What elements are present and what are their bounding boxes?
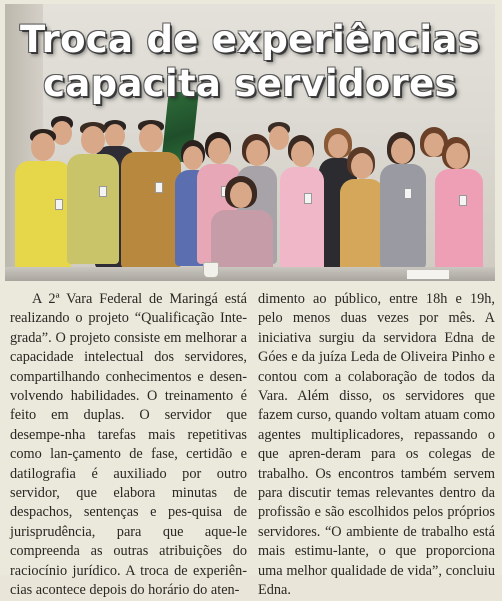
article-text: A 2ª Vara Federal de Maringá está realizando o projeto “Qualificação Inte-grada”. O projeto consiste em melhorar a capacidade intelectual dos servidores, compartilhando conhecimentos e desen-volvendo habilidades. O treinamento é feito em duplas. O servidor que desempe-nha tarefas mais repetitivas como lan-çamento de fase, certidão e datilografia é auxiliado por outro servidor, que elabora minutas de despachos, sentenças e pes-quisa de jurisprudência, para que aque-le compreenda as outras atribuições do raciocínio jurídico. A troca de experiên-cias acontece depois do horário do aten- xyxy=(10,291,247,599)
headline xyxy=(5,18,495,106)
name-card xyxy=(407,270,449,279)
cup xyxy=(203,262,219,278)
article-column-2 xyxy=(258,290,495,601)
article-column-1 xyxy=(10,290,247,601)
article-text: dimento ao público, entre 18h e 19h, pelo menos duas vezes por mês. A iniciativa surgiu da servidora Edna de Góes e da juíza Leda de Oliveira Pinho e contou com a colaboração de todos da Vara. Além disso, os servidores que fazem curso, quando voltam atuam como agentes multiplicadores, repassando o que apren-deram para os colegas de trabalho. Os encontros também servem para discutir temas relevantes dentro da profissão e são escolhidos pelos próprios servidores. “O ambiente de trabalho está mais estimu-lante, o que proporciona uma melhor qualidade de vida”, concluiu Edna. xyxy=(258,291,495,599)
headline-line-2: capacita servidores xyxy=(43,62,457,105)
group-photo xyxy=(5,4,495,281)
headline-line-1: Troca de experiências xyxy=(20,18,480,61)
